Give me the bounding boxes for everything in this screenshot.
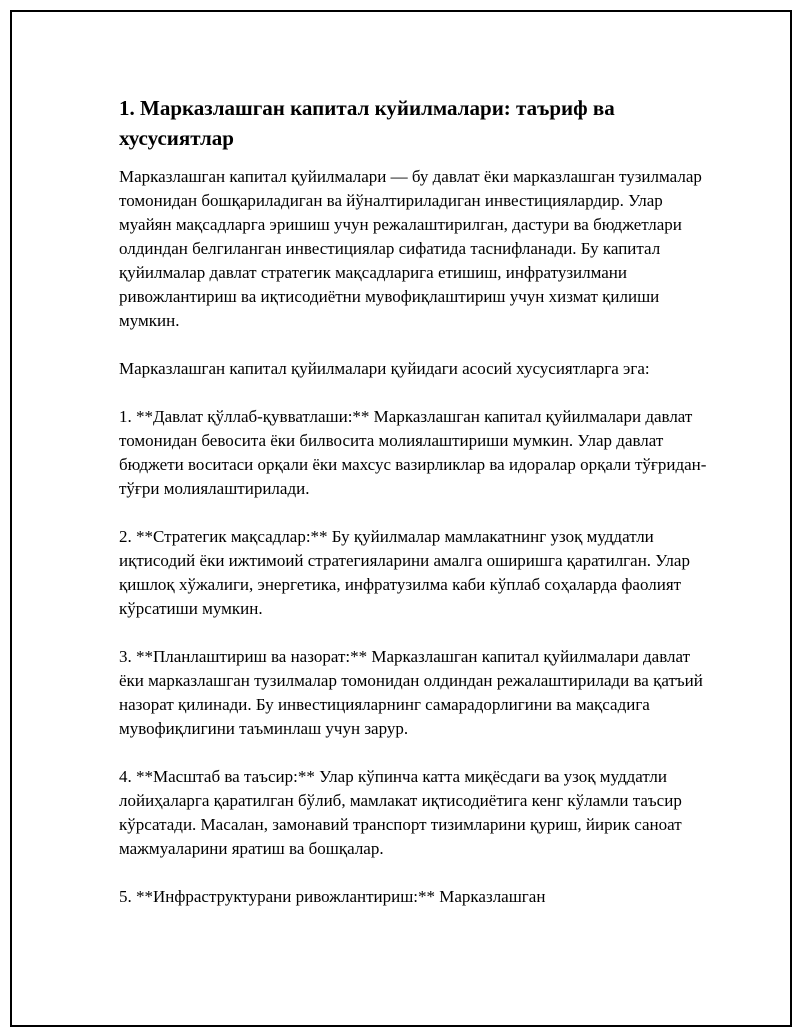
feature-item-5: 5. **Инфраструктурани ривожлантириш:** Марказлашган <box>119 887 546 906</box>
document-page <box>10 10 792 1027</box>
document-content <box>119 93 709 933</box>
document-title: 1. Марказлашган капитал куйилмалари: таъриф ва хусусиятлар <box>119 96 615 150</box>
intro-paragraph: Марказлашган капитал қуйилмалари — бу давлат ёки марказлашган тузилмалар томонидан бошқариладиган ва йўналтириладиган инвестициялардир. Улар муайян мақсадларга эришиш учун режалаштирилган, дастури ва бюджетлари олдиндан белгиланган инвестициялар сифатида таснифланади. Бу капитал қуйилмалар давлат стратегик мақсадларига етишиш, инфратузилмани ривожлантириш ва иқтисодиётни мувофиқлаштириш учун хизмат қилиши мумкин. <box>119 167 702 330</box>
feature-item-2: 2. **Стратегик мақсадлар:** Бу қуйилмалар мамлакатнинг узоқ муддатли иқтисодий ёки ижтимоий стратегияларини амалга оширишга қаратилган. Улар қишлоқ хўжалиги, энергетика, инфратузилма каби кўплаб соҳаларда фаолият кўрсатиши мумкин. <box>119 527 690 618</box>
features-intro-paragraph: Марказлашган капитал қуйилмалари қуйидаги асосий хусусиятларга эга: <box>119 359 650 378</box>
feature-item-4: 4. **Масштаб ва таъсир:** Улар кўпинча катта миқёсдаги ва узоқ муддатли лойиҳаларга қаратилган бўлиб, мамлакат иқтисодиётига кенг кўламли таъсир кўрсатади. Масалан, замонавий транспорт тизимларини қуриш, йирик саноат мажмуаларини яратиш ва бошқалар. <box>119 767 682 858</box>
feature-item-3: 3. **Планлаштириш ва назорат:** Марказлашган капитал қуйилмалари давлат ёки марказлашган тузилмалар томонидан олдиндан режалаштирилади ва қатъий назорат қилинади. Бу инвестицияларнинг самарадорлигини ва мақсадига мувофиқлигини таъминлаш учун зарур. <box>119 647 703 738</box>
feature-item-1: 1. **Давлат қўллаб-қувватлаши:** Марказлашган капитал қуйилмалари давлат томонидан бевосита ёки билвосита молиялаштириши мумкин. Улар давлат бюджети воситаси орқали ёки махсус вазирликлар ва идоралар орқали тўғридан-тўғри молиялаштирилади. <box>119 407 707 498</box>
